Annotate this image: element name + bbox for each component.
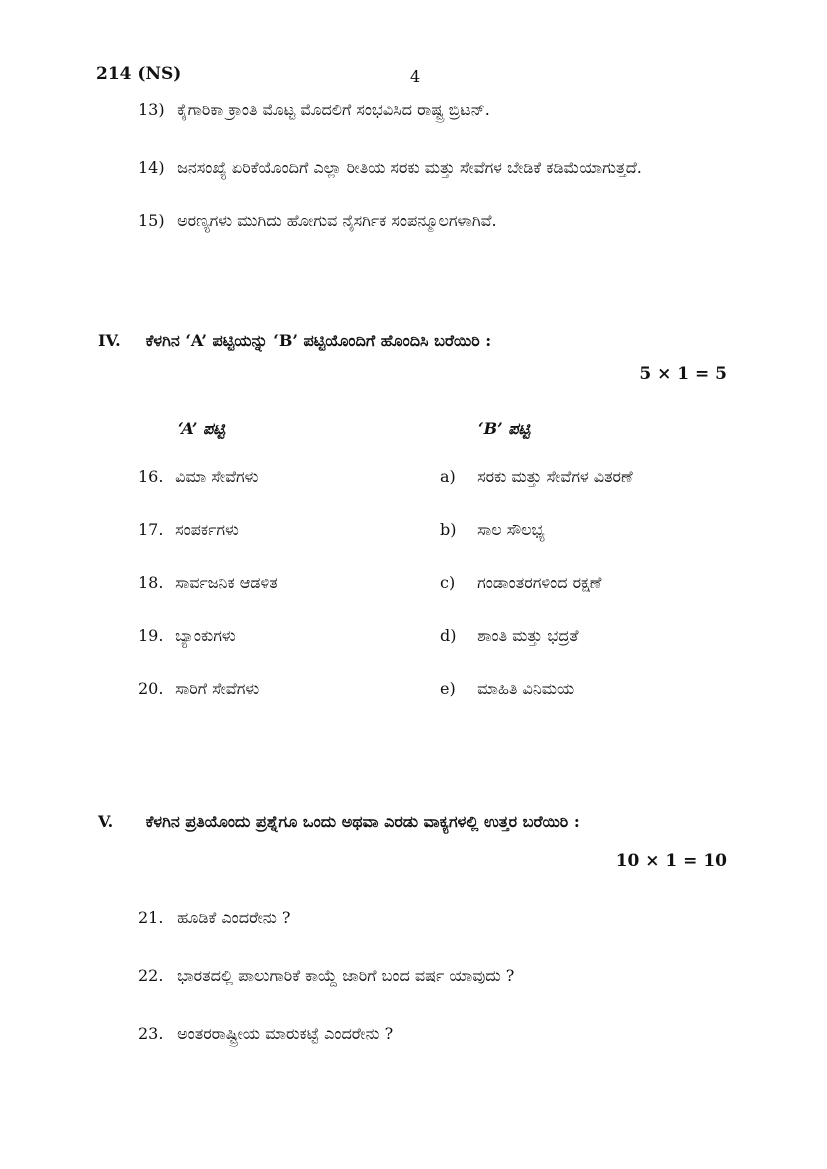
question-text: ಜನಸಂಖ್ಯೆ ಏರಿಕೆಯೊಂದಿಗೆ ಎಲ್ಲಾ ರೀತಿಯ ಸರಕು ಮತ್ತು ಸೇವೆಗಳ ಬೇಡಿಕೆ ಕಡಿಮೆಯಾಗುತ್ತದೆ. [177, 158, 642, 177]
item-label: d) [440, 626, 457, 645]
question-21 [138, 908, 290, 928]
item-text: ಸಾಲ ಸೌಲಭ್ಯ [477, 520, 545, 539]
question-text: ಅಂತರರಾಷ್ಟ್ರೀಯ ಮಾರುಕಟ್ಟೆ ಎಂದರೇನು ? [177, 1024, 394, 1043]
question-22 [138, 966, 514, 986]
section-v-heading [98, 812, 580, 832]
question-23 [138, 1024, 393, 1044]
question-text: ಹೂಡಿಕೆ ಎಂದರೇನು ? [177, 908, 291, 927]
item-text: ಸರಕು ಮತ್ತು ಸೇವೆಗಳ ವಿತರಣೆ [477, 467, 633, 486]
question-15 [138, 211, 497, 231]
list-a-item [138, 679, 259, 699]
question-number: 22. [138, 966, 164, 985]
question-14 [138, 158, 642, 178]
item-text: ಸಂಪರ್ಕಗಳು [175, 520, 239, 539]
question-paper-code: 214 (NS) [96, 64, 182, 84]
list-a-item [138, 520, 239, 540]
item-number: 18. [138, 573, 164, 592]
section-instruction: ಕೆಳಗಿನ ‘A’ ಪಟ್ಟಿಯನ್ನು ‘B’ ಪಟ್ಟಿಯೊಂದಿಗೆ ಹೊಂದಿಸಿ ಬರೆಯಿರಿ : [145, 331, 492, 350]
column-b-header: ‘B’ ಪಟ್ಟಿ [478, 419, 531, 438]
question-number: 14) [138, 158, 165, 177]
item-label: e) [440, 679, 456, 698]
list-b-item [440, 626, 578, 646]
item-number: 16. [138, 467, 164, 486]
list-b-item [440, 520, 545, 540]
item-number: 20. [138, 679, 164, 698]
item-text: ವಿಮಾ ಸೇವೆಗಳು [175, 467, 259, 486]
section-number: IV. [98, 331, 121, 350]
item-text: ಮಾಹಿತಿ ವಿನಿಮಯ [477, 679, 575, 698]
item-text: ಗಂಡಾಂತರಗಳಿಂದ ರಕ್ಷಣೆ [477, 573, 602, 592]
question-text: ಭಾರತದಲ್ಲಿ ಪಾಲುಗಾರಿಕೆ ಕಾಯ್ದೆ ಜಾರಿಗೆ ಬಂದ ವರ್ಷ ಯಾವುದು ? [177, 966, 515, 985]
item-label: a) [440, 467, 456, 486]
item-text: ಸಾರಿಗೆ ಸೇವೆಗಳು [175, 679, 260, 698]
list-b-item [440, 573, 601, 593]
column-a-header: ‘A’ ಪಟ್ಟಿ [178, 419, 225, 438]
item-label: b) [440, 520, 457, 539]
section-instruction: ಕೆಳಗಿನ ಪ್ರತಿಯೊಂದು ಪ್ರಶ್ನೆಗೂ ಒಂದು ಅಥವಾ ಎರಡು ವಾಕ್ಯಗಳಲ್ಲಿ ಉತ್ತರ ಬರೆಯಿರಿ : [145, 812, 580, 831]
question-text: ಕೈಗಾರಿಕಾ ಕ್ರಾಂತಿ ಮೊಟ್ಟ ಮೊದಲಿಗೆ ಸಂಭವಿಸಿದ ರಾಷ್ಟ್ರ ಬ್ರಿಟನ್. [177, 100, 490, 119]
item-text: ಸಾರ್ವಜನಿಕ ಆಡಳಿತ [175, 573, 278, 592]
item-text: ಬ್ಯಾಂಕುಗಳು [175, 626, 236, 645]
item-number: 19. [138, 626, 164, 645]
page-number: 4 [410, 67, 421, 86]
item-number: 17. [138, 520, 164, 539]
list-a-item [138, 467, 258, 487]
list-b-item [440, 679, 574, 699]
item-text: ಶಾಂತಿ ಮತ್ತು ಭದ್ರತೆ [477, 626, 579, 645]
question-number: 21. [138, 908, 164, 927]
section-v-marks: 10 × 1 = 10 [615, 851, 727, 871]
question-text: ಅರಣ್ಯಗಳು ಮುಗಿದು ಹೋಗುವ ನೈಸರ್ಗಿಕ ಸಂಪನ್ಮೂಲಗಳಾಗಿವೆ. [177, 211, 497, 230]
section-iv-marks: 5 × 1 = 5 [639, 364, 727, 384]
list-a-item [138, 573, 278, 593]
item-label: c) [440, 573, 456, 592]
question-number: 13) [138, 100, 165, 119]
question-13 [138, 100, 490, 120]
question-number: 15) [138, 211, 165, 230]
section-iv-heading [98, 331, 491, 351]
list-b-item [440, 467, 633, 487]
list-a-item [138, 626, 236, 646]
section-number: V. [98, 812, 114, 831]
question-number: 23. [138, 1024, 164, 1043]
